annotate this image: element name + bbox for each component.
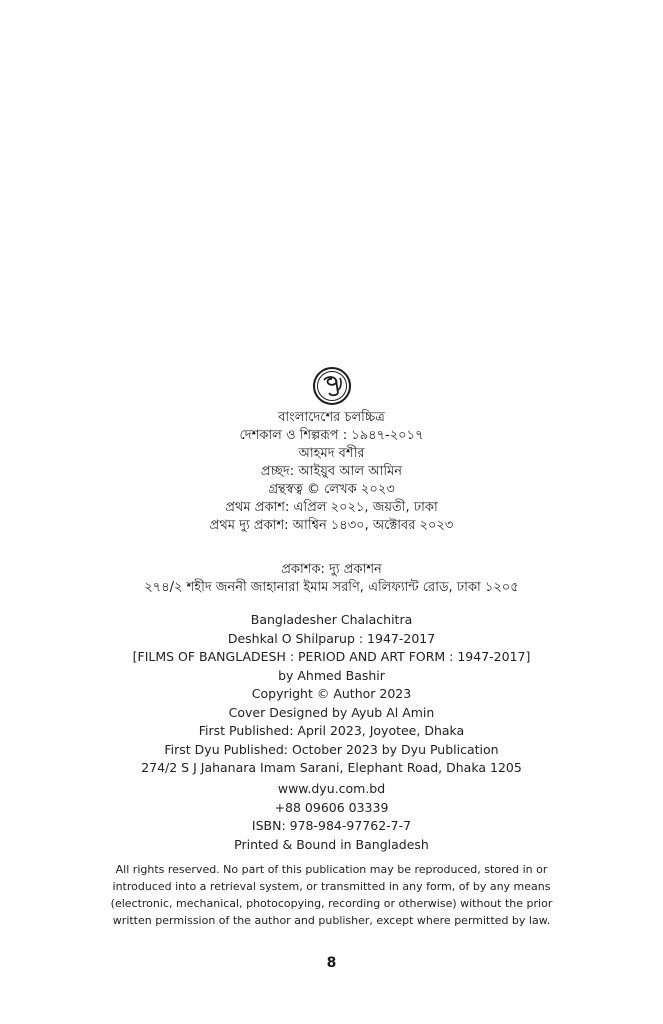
english-first-published: First Published: April 2023, Joyotee, Dhaka — [198, 723, 465, 738]
bengali-credits — [0, 409, 663, 535]
english-first-dyu-published: First Dyu Published: October 2023 by Dyu Publication — [164, 741, 499, 757]
english-credits — [0, 611, 663, 778]
bengali-title: বাংলাদেশের চলচ্চিত্র — [278, 410, 385, 425]
bengali-subtitle: দেশকাল ও শিল্পরূপ : ১৯৪৭-২০১৭ — [239, 428, 424, 443]
bengali-address: ২৭৪/২ শহীদ জননী জাহানারা ইমাম সরণি, এলিফ্যান্ট রোড, ঢাকা ১২০৫ — [144, 580, 519, 595]
phone-number: +88 09606 03339 — [274, 799, 389, 815]
english-translation: [FILMS OF BANGLADESH : PERIOD AND ART FORM : 1947-2017] — [132, 649, 531, 664]
english-address: 274/2 S J Jahanara Imam Sarani, Elephant Road, Dhaka 1205 — [141, 760, 522, 775]
website-link[interactable]: www.dyu.com.bd — [277, 781, 386, 796]
legal-line: (electronic, mechanical, photocopying, recording or otherwise) without the prior — [110, 897, 553, 910]
english-author: by Ahmed Bashir — [278, 667, 385, 683]
legal-line: written permission of the author and publisher, except where permitted by law. — [112, 914, 551, 927]
bengali-publisher-block — [0, 561, 663, 597]
contact-block — [0, 780, 663, 854]
bengali-publisher: প্রকাশক: দ্যু প্রকাশন — [281, 562, 382, 577]
legal-notice — [0, 861, 663, 929]
english-title: Bangladesher Chalachitra — [250, 612, 413, 627]
bengali-first-published: প্রথম প্রকাশ: এপ্রিল ২০২১, জয়তী, ঢাকা — [225, 500, 438, 515]
page-number: 8 — [326, 955, 337, 971]
dyu-logo-icon — [312, 366, 352, 406]
english-cover-credit: Cover Designed by Ayub Al Amin — [228, 704, 435, 720]
english-subtitle: Deshkal O Shilparup : 1947-2017 — [227, 630, 436, 646]
english-copyright: Copyright © Author 2023 — [251, 686, 412, 701]
bengali-author: আহমদ বশীর — [298, 446, 365, 461]
bengali-cover-credit: প্রচ্ছদ: আইয়ুব আল আমিন — [260, 464, 403, 479]
isbn: ISBN: 978-984-97762-7-7 — [251, 818, 412, 833]
bengali-copyright: গ্রন্থস্বত্ব © লেখক ২০২৩ — [268, 482, 395, 497]
legal-line: All rights reserved. No part of this publication may be reproduced, stored in or — [115, 863, 548, 876]
printed-bound: Printed & Bound in Bangladesh — [234, 836, 429, 852]
bengali-first-dyu-published: প্রথম দ্যু প্রকাশ: আশ্বিন ১৪৩০, অক্টোবর ২০২৩ — [209, 518, 454, 533]
legal-line: introduced into a retrieval system, or transmitted in any form, of by any means — [112, 880, 551, 893]
